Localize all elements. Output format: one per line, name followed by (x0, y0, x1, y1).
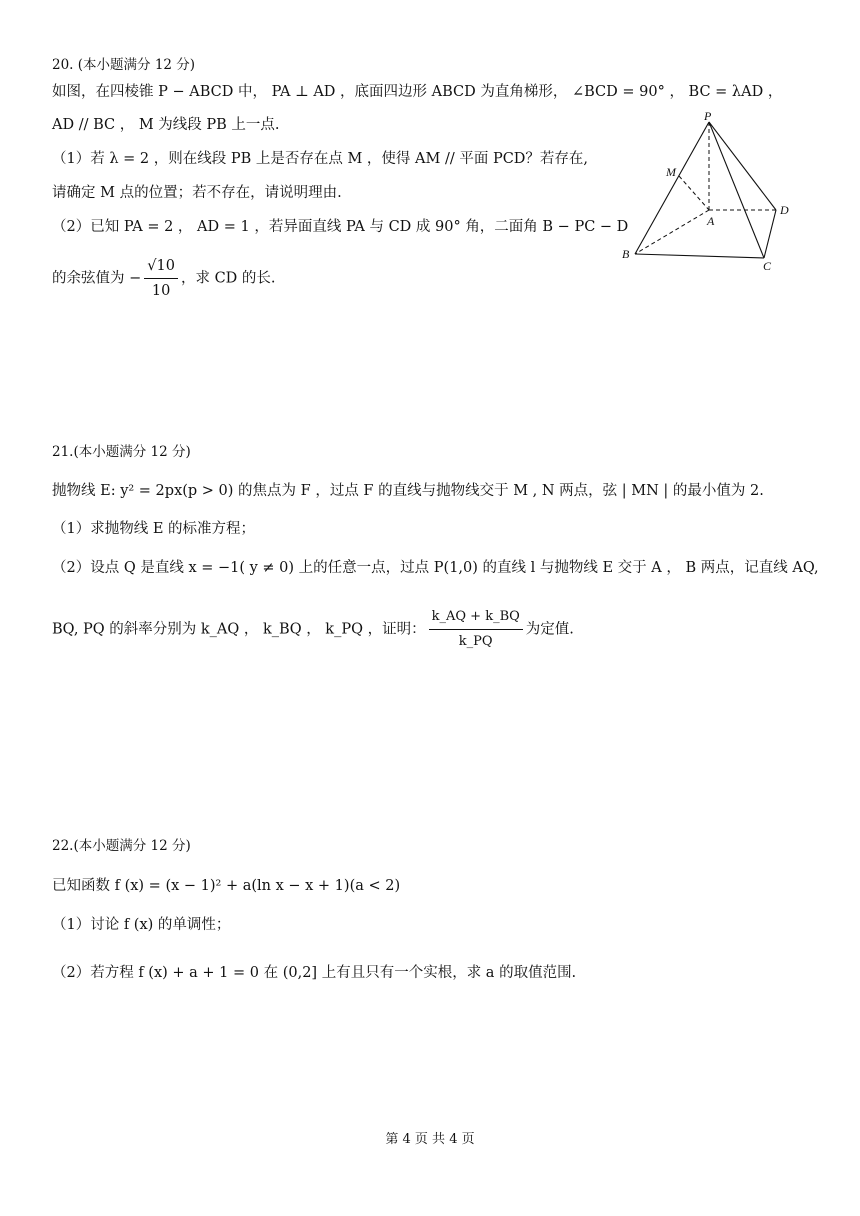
q21-stem: 抛物线 E: y² = 2px(p > 0) 的焦点为 F ，过点 F 的直线与抛物线交于 M , N 两点，弦 | MN | 的最小值为 2. (52, 483, 764, 499)
q20-part2-pre: 的余弦值为 − (52, 270, 142, 287)
edge-AB (635, 210, 709, 254)
q20-part1-line2: 请确定 M 点的位置；若不存在，请说明理由. (52, 185, 342, 201)
q21-part1: （1）求抛物线 E 的标准方程； (52, 521, 256, 537)
q22-part1: （1）讨论 f (x) 的单调性； (52, 917, 231, 933)
q21-header: 21.(本小题满分 12 分) (52, 444, 191, 460)
q22-stem: 已知函数 f (x) = (x − 1)² + a(ln x − x + 1)(a < 2) (52, 878, 401, 894)
fraction-denominator: k_PQ (458, 634, 493, 649)
label-C: C (763, 259, 772, 273)
q20-part2-post: ，求 CD 的长. (180, 270, 276, 287)
q21-part2-post: 为定值. (525, 621, 574, 638)
q21-part2-pre: BQ, PQ 的斜率分别为 k_AQ ， k_BQ ， k_PQ ，证明： (52, 621, 426, 638)
page-footer: 第 4 页 共 4 页 (385, 1132, 475, 1147)
label-D: D (780, 203, 789, 217)
q20-header: 20. (本小题满分 12 分) (52, 57, 196, 73)
label-A: A (707, 214, 715, 228)
q20-part1-line1: （1）若 λ = 2 ，则在线段 PB 上是否存在点 M ，使得 AM // 平面 PCD？若存在, (52, 151, 589, 167)
q20-cosine-fraction (144, 256, 178, 301)
edge-PD (709, 122, 776, 210)
segment-AM (679, 176, 709, 210)
q20-part2-line1: （2）已知 PA = 2 ， AD = 1 ，若异面直线 PA 与 CD 成 90° 角，二面角 B − PC − D (52, 219, 629, 235)
pyramid-figure (612, 104, 808, 274)
fraction-numerator: √10 (144, 256, 178, 279)
q21-part2-line1: （2）设点 Q 是直线 x = −1( y ≠ 0) 上的任意一点，过点 P(1,0) 的直线 l 与抛物线 E 交于 A ， B 两点，记直线 AQ, (52, 560, 819, 576)
q20-stem-line1: 如图，在四棱锥 P − ABCD 中， PA ⊥ AD ，底面四边形 ABCD 为直角梯形， ∠BCD = 90° ， BC = λAD ， (52, 84, 783, 100)
fraction-denominator: 10 (151, 283, 171, 299)
q21-slope-fraction (429, 607, 523, 652)
edge-BC (635, 254, 764, 258)
label-P: P (704, 109, 712, 123)
q21-part2-line2 (52, 607, 574, 652)
q22-header: 22.(本小题满分 12 分) (52, 838, 191, 854)
q22-part2: （2）若方程 f (x) + a + 1 = 0 在 (0,2] 上有且只有一个实根，求 a 的取值范围. (52, 965, 577, 981)
fraction-numerator: k_AQ + k_BQ (429, 607, 523, 630)
edge-PC (709, 122, 764, 258)
edge-CD (764, 210, 776, 258)
q20-part2-line2 (52, 256, 276, 301)
label-M: M (666, 165, 676, 179)
q20-stem-line2: AD // BC ， M 为线段 PB 上一点. (52, 117, 280, 133)
label-B: B (622, 247, 630, 261)
edge-PB (635, 122, 709, 254)
